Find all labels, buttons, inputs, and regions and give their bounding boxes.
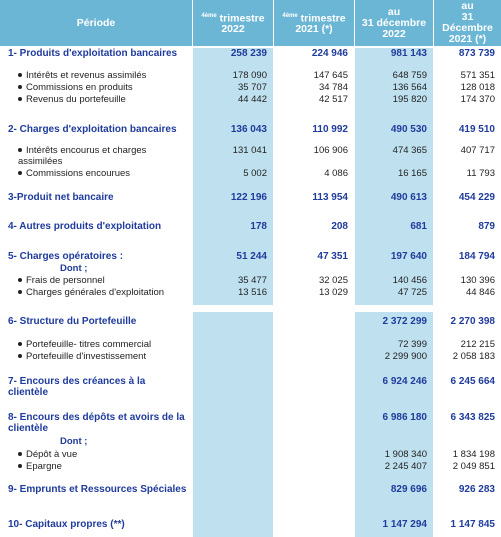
row-value-col1: 131 041 [232,145,267,156]
row-value-col1: 35 707 [237,82,267,93]
row-value-col3: 197 640 [390,251,427,262]
row-label [8,82,190,93]
row-label [8,275,190,286]
row-value-col3: 829 696 [390,484,427,495]
row-value-col2: 113 954 [312,192,348,203]
row-label [8,168,190,179]
row-value-col3: 2 245 407 [384,461,427,472]
row-value-col3: 490 613 [390,192,427,203]
row-value-col4: 6 245 664 [450,376,495,387]
header-dec-2022-line2: 31 décembre [361,16,427,29]
header-q4-2021 [274,0,354,46]
row-value-col1: 178 [250,221,267,232]
row-label-text: Portefeuille- titres commercial [26,339,152,350]
row-label [8,376,188,398]
bullet-icon [18,290,22,294]
row-value-col1: 178 090 [232,70,267,81]
row-value-col3: 981 143 [390,48,427,59]
row-value-col3: 648 759 [392,70,427,81]
row-value-col4: 454 229 [458,192,495,203]
header-dec-2021-line3: Décembre [442,22,493,34]
row-value-col2: 13 029 [318,287,348,298]
row-value-col4: 926 283 [458,484,495,495]
row-value-col4: 419 510 [458,124,495,135]
row-label-text: Epargne [26,461,62,472]
row-value-col2: 208 [331,221,348,232]
header-q4-2021-line2: 2021 (*) [295,23,333,36]
row-label [8,436,190,447]
row-value-col1: 122 196 [230,192,267,203]
header-periode-label: Période [76,16,116,29]
row-value-col2: 42 517 [318,94,348,105]
header-dec-2022 [355,0,433,46]
header-q4-2022-line1: trimestre [219,12,265,25]
row-label-text: 7- Encours des créances à la clientèle [8,376,146,398]
row-label-text: Dépôt à vue [26,449,78,460]
row-label-text: Commissions encourues [26,168,131,179]
highlight-band [193,312,273,537]
row-value-col2: 47 351 [317,251,348,262]
row-label-text: Commissions en produits [26,82,133,93]
row-value-col2: 224 946 [311,48,348,59]
row-label-text: 4- Autres produits d'exploitation [8,221,162,232]
header-dec-2021-line2: 31 [461,11,474,23]
row-label [8,251,188,262]
row-label [8,412,188,434]
row-value-col3: 140 456 [392,275,427,286]
row-label-text: Frais de personnel [26,275,105,286]
row-value-col3: 681 [410,221,427,232]
row-value-col1: 136 043 [230,124,267,135]
row-value-col1: 258 239 [230,48,267,59]
row-label [8,94,190,105]
row-value-col4: 407 717 [460,145,495,156]
bullet-icon [18,85,22,89]
row-value-col1: 13 516 [237,287,267,298]
row-value-col4: 873 739 [458,48,495,59]
row-value-col2: 147 645 [313,70,348,81]
row-value-col4: 1 834 198 [452,449,495,460]
row-value-col4: 174 370 [460,94,495,105]
row-label-text: Charges générales d'exploitation [26,287,165,298]
bullet-icon [18,452,22,456]
row-value-col3: 2 299 900 [384,351,427,362]
row-label-text: Intérêts encourus et charges assimilées [18,145,147,167]
row-value-col4: 571 351 [460,70,495,81]
bullet-icon [18,148,22,152]
row-value-col3: 136 564 [392,82,427,93]
row-value-col1: 5 002 [243,168,267,179]
row-label-text: Dont ; [60,263,88,274]
row-value-col4: 879 [478,221,495,232]
row-value-col3: 16 165 [397,168,427,179]
row-label-text: 2- Charges d'exploitation bancaires [8,124,177,135]
row-value-col1: 51 244 [236,251,267,262]
row-value-col2: 4 086 [324,168,348,179]
row-value-col3: 72 399 [397,339,427,350]
row-label-text: 9- Emprunts et Ressources Spéciales [8,484,187,495]
row-value-col4: 2 058 183 [452,351,495,362]
row-value-col3: 490 530 [390,124,427,135]
row-value-col3: 47 725 [397,287,427,298]
row-value-col2: 110 992 [312,124,348,135]
row-value-col1: 44 442 [237,94,267,105]
row-label-text: 3-Produit net bancaire [8,192,114,203]
row-label [8,145,190,167]
row-value-col4: 2 049 851 [452,461,495,472]
row-label [8,70,190,81]
row-value-col4: 128 018 [460,82,495,93]
row-value-col4: 184 794 [458,251,495,262]
row-label [8,484,188,495]
header-dec-2022-line3: 2022 [382,27,406,40]
row-label-text: Dont ; [60,436,88,447]
row-label-text: Revenus du portefeuille [26,94,126,105]
row-value-col3: 474 365 [392,145,427,156]
row-value-col4: 6 343 825 [450,412,495,423]
row-value-col3: 6 924 246 [382,376,427,387]
row-value-col3: 1 147 294 [382,519,427,530]
row-value-col4: 11 793 [466,168,495,179]
header-dec-2022-line1: au [387,5,401,18]
table-header [0,0,501,46]
row-label [8,519,188,530]
row-label [8,287,190,298]
row-label [8,48,188,59]
header-q4-2022-line2: 2022 [221,23,245,36]
row-label [8,339,190,350]
bullet-icon [18,342,22,346]
row-label-text: 6- Structure du Portefeuille [8,316,137,327]
bullet-icon [18,464,22,468]
bullet-icon [18,171,22,175]
row-value-col4: 1 147 845 [450,519,495,530]
row-label [8,124,188,135]
row-label [8,449,190,460]
bullet-icon [18,278,22,282]
row-label [8,263,190,274]
row-value-col4: 130 396 [460,275,495,286]
row-label [8,351,190,362]
row-value-col3: 1 908 340 [384,449,427,460]
row-label-text: 1- Produits d'exploitation bancaires [8,48,178,59]
row-value-col3: 6 986 180 [382,412,427,423]
row-label [8,221,188,232]
row-label-text: Intérêts et revenus assimilés [26,70,147,81]
row-value-col2: 106 906 [313,145,348,156]
row-label-text: 10- Capitaux propres (**) [8,519,125,530]
header-dec-2021-line1: au [461,0,474,12]
header-dec-2021 [434,0,501,46]
header-q4-2021-sup: 4ème [282,12,298,19]
row-label [8,316,188,327]
row-value-col3: 2 372 299 [382,316,427,327]
bullet-icon [18,354,22,358]
header-q4-2022 [193,0,273,46]
header-q4-2021-line1: trimestre [300,12,346,25]
header-periode [0,0,192,46]
row-value-col1: 35 477 [237,275,267,286]
bullet-icon [18,97,22,101]
row-value-col3: 195 820 [392,94,427,105]
row-value-col2: 34 784 [318,82,348,93]
row-label-text: 5- Charges opératoires : [8,251,124,262]
row-label [8,461,190,472]
row-value-col2: 32 025 [318,275,348,286]
row-label [8,192,188,203]
row-label-text: 8- Encours des dépôts et avoirs de la clientèle [8,412,185,434]
row-label-text: Portefeuille d'investissement [26,351,147,362]
header-q4-2022-sup: 4ème [201,12,217,19]
header-dec-2021-line4: 2021 (*) [448,33,487,45]
row-value-col4: 44 846 [465,287,495,298]
bullet-icon [18,73,22,77]
row-value-col4: 212 215 [460,339,495,350]
row-value-col4: 2 270 398 [450,316,495,327]
